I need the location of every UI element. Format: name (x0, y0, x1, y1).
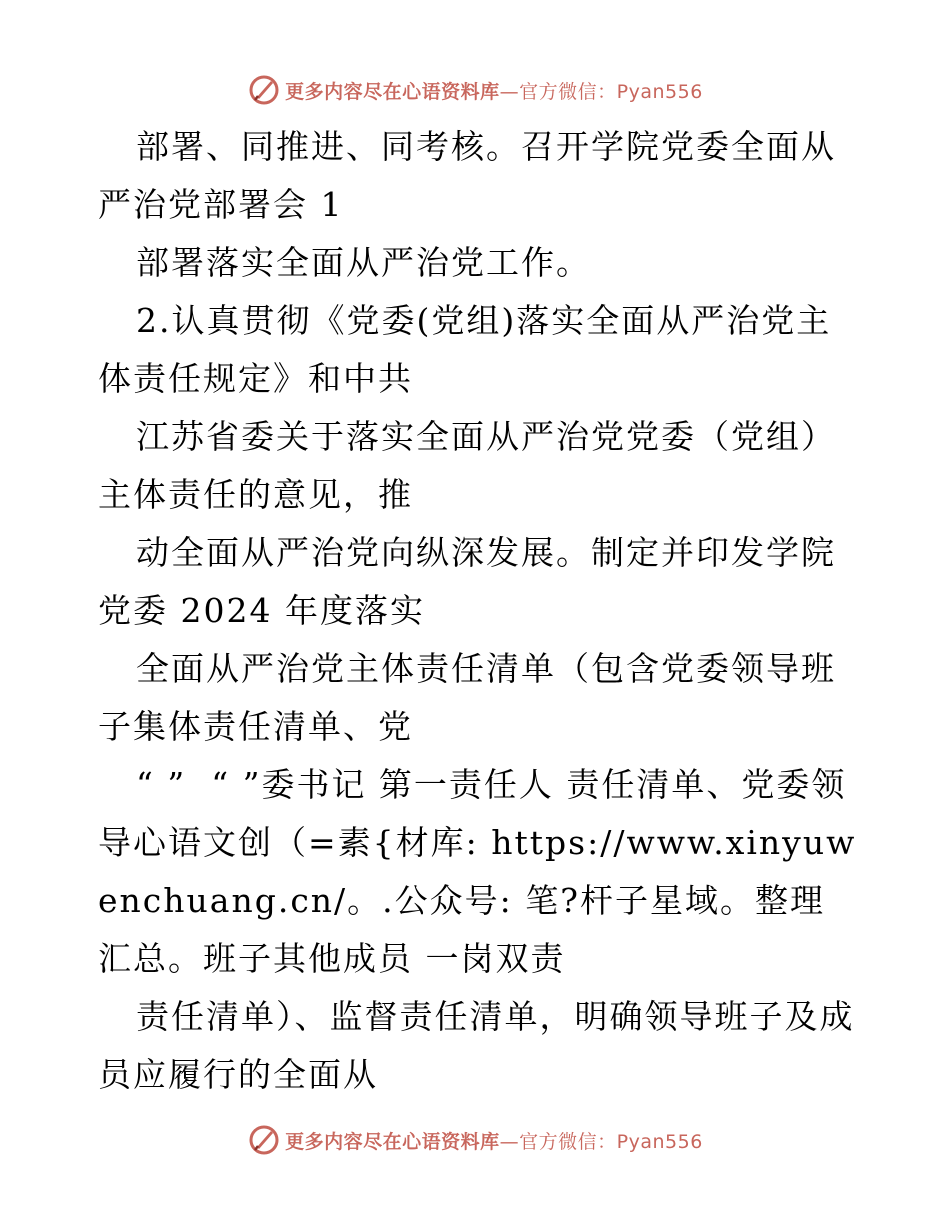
footer-banner-text: 更多内容尽在心语资料库—官方微信：Pyan556 (285, 1130, 703, 1153)
body-paragraph: 全面从严治党主体责任清单（包含党委领导班子集体责任清单、党 (98, 649, 836, 746)
feather-pen-logo-icon (247, 73, 281, 107)
document-body (98, 118, 858, 1104)
body-paragraph: 部署落实全面从严治党工作。 (136, 243, 591, 282)
footer-watermark-banner (0, 1120, 950, 1160)
body-paragraph: 江苏省委关于落实全面从严治党党委（党组）主体责任的意见，推 (98, 417, 836, 514)
header-watermark-banner (0, 70, 950, 110)
feather-pen-logo-icon (247, 1123, 281, 1157)
body-paragraph: 责任清单）、监督责任清单，明确领导班子及成员应履行的全面从 (98, 997, 855, 1094)
body-paragraph: “ ” “ ”委书记 第一责任人 责任清单、党委领导心语文创（=素{材库: https://www.xinyuwenchuang.cn/。.公众号: 笔?杆子星域。整理汇总。班子其他成员 一岗双责 (98, 765, 857, 978)
header-banner-text: 更多内容尽在心语资料库—官方微信：Pyan556 (285, 80, 703, 103)
body-paragraph: 动全面从严治党向纵深发展。制定并印发学院党委 2024 年度落实 (98, 533, 836, 630)
body-paragraph: 2.认真贯彻《党委(党组)落实全面从严治党主体责任规定》和中共 (98, 301, 832, 398)
body-paragraph: 部署、同推进、同考核。召开学院党委全面从严治党部署会 1 (98, 127, 836, 224)
